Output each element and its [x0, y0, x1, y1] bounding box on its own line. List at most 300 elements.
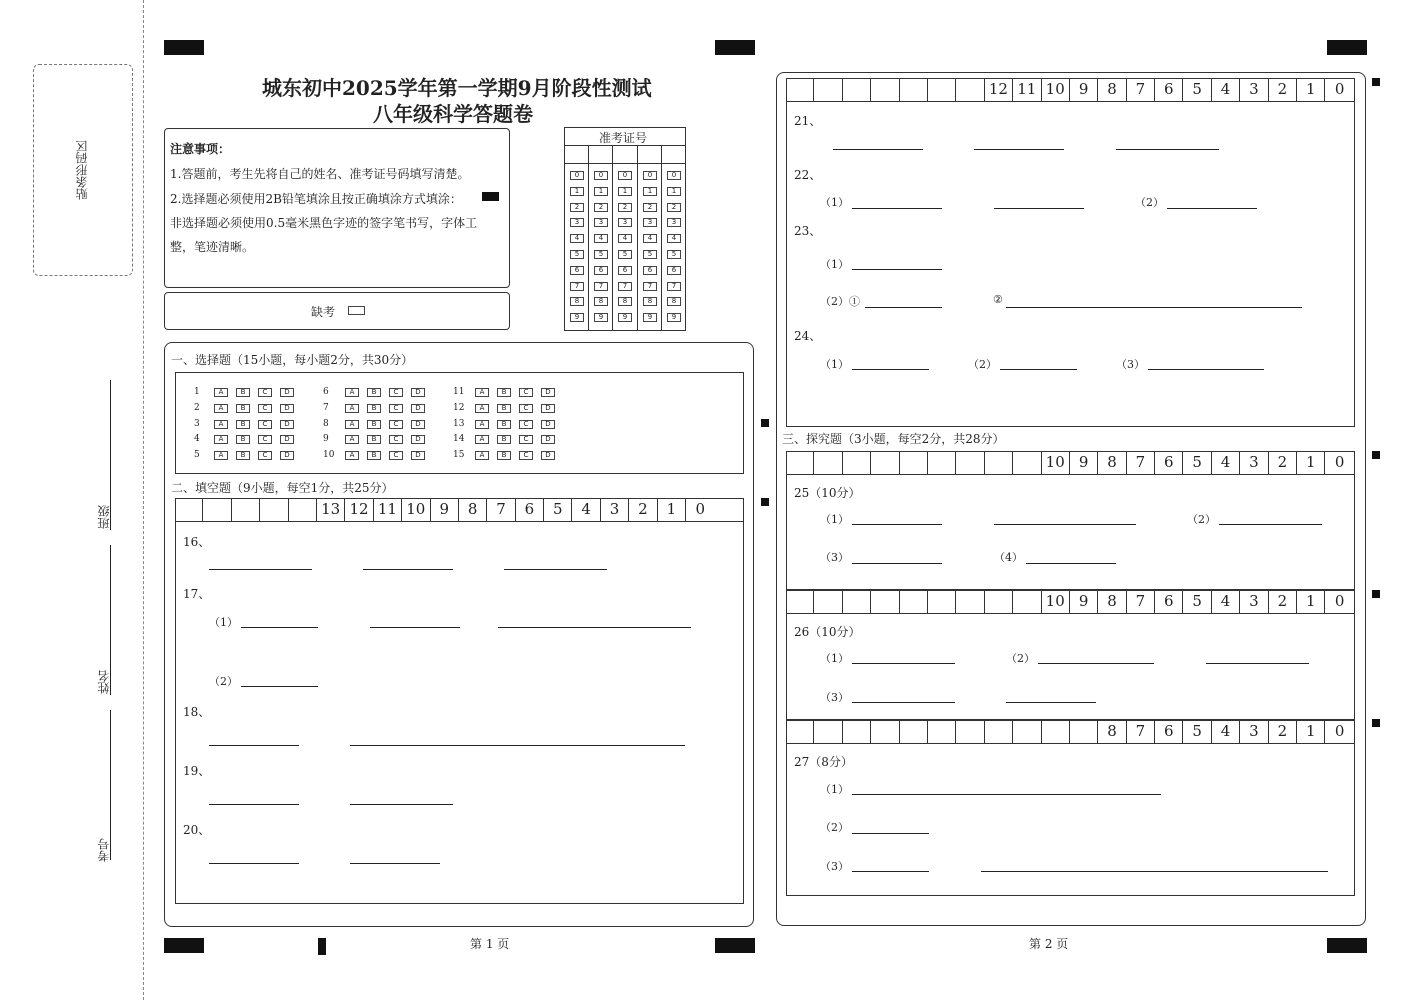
- answer-line[interactable]: [209, 804, 299, 805]
- id-bubble[interactable]: 4: [594, 234, 608, 243]
- answer-line[interactable]: [852, 563, 942, 564]
- score-cell[interactable]: [928, 78, 956, 101]
- score-cell[interactable]: 4: [572, 498, 600, 521]
- score-cell[interactable]: 2: [1269, 451, 1297, 474]
- id-bubble[interactable]: 1: [570, 187, 584, 196]
- score-cell[interactable]: 2: [1269, 720, 1297, 743]
- exam-id-column: [591, 171, 611, 329]
- score-cell[interactable]: 3: [1240, 720, 1268, 743]
- score-cell[interactable]: 0: [1334, 592, 1345, 610]
- q-number: 1: [194, 387, 200, 397]
- id-bubble[interactable]: 8: [570, 297, 584, 306]
- score-cell[interactable]: [814, 451, 842, 474]
- option-bubble[interactable]: A: [345, 388, 359, 397]
- option-bubble[interactable]: C: [389, 420, 403, 429]
- answer-line[interactable]: [1006, 702, 1096, 703]
- score-cell[interactable]: 11: [1013, 78, 1041, 101]
- q-number: 11: [453, 387, 465, 397]
- option-bubble[interactable]: A: [475, 435, 489, 444]
- answer-line[interactable]: [209, 863, 299, 864]
- timing-mark: [1372, 451, 1380, 459]
- exam-id-label: 准考证号: [599, 131, 648, 145]
- score-cell[interactable]: 8: [1098, 720, 1126, 743]
- exam-id-column: [664, 171, 684, 329]
- answer-line[interactable]: [994, 208, 1084, 209]
- option-bubble[interactable]: A: [475, 388, 489, 397]
- exam-no-label: 考号: [97, 838, 111, 862]
- score-cell[interactable]: 1: [1297, 720, 1325, 743]
- option-bubble[interactable]: A: [345, 435, 359, 444]
- score-cell[interactable]: [928, 451, 956, 474]
- answer-line[interactable]: [852, 663, 955, 664]
- option-bubble[interactable]: B: [236, 388, 250, 397]
- exam-id-column: [567, 171, 587, 329]
- id-bubble[interactable]: 1: [667, 187, 681, 196]
- answer-line[interactable]: [852, 702, 955, 703]
- score-cell[interactable]: 7: [487, 498, 515, 521]
- q22-label: 22、: [794, 168, 822, 182]
- option-bubble[interactable]: D: [280, 435, 294, 444]
- score-cell[interactable]: [871, 590, 899, 613]
- score-cell[interactable]: 9: [1070, 590, 1098, 613]
- fill-example: [482, 192, 499, 201]
- score-cell[interactable]: 10: [1042, 451, 1070, 474]
- id-bubble[interactable]: 7: [594, 282, 608, 291]
- option-bubble[interactable]: B: [367, 388, 381, 397]
- answer-line[interactable]: [852, 208, 942, 209]
- option-bubble[interactable]: B: [497, 404, 511, 413]
- exam-id-divider: [612, 145, 613, 331]
- score-cell[interactable]: [871, 78, 899, 101]
- option-bubble[interactable]: B: [367, 451, 381, 460]
- score-cell[interactable]: 9: [1070, 451, 1098, 474]
- score-cell[interactable]: [956, 451, 984, 474]
- score-cell[interactable]: [260, 498, 288, 521]
- option-bubble[interactable]: C: [389, 404, 403, 413]
- answer-line[interactable]: [852, 524, 942, 525]
- score-cell[interactable]: 7: [1127, 451, 1155, 474]
- option-bubble[interactable]: C: [519, 388, 533, 397]
- id-bubble[interactable]: 7: [667, 282, 681, 291]
- score-cell[interactable]: 0: [1334, 80, 1345, 98]
- option-bubble[interactable]: B: [236, 451, 250, 460]
- score-cell[interactable]: [1013, 720, 1041, 743]
- option-bubble[interactable]: B: [367, 420, 381, 429]
- part-label: （2）: [209, 675, 238, 688]
- option-bubble[interactable]: D: [411, 420, 425, 429]
- score-cell[interactable]: [985, 590, 1013, 613]
- score-cell[interactable]: [956, 590, 984, 613]
- score-cell[interactable]: 6: [1155, 78, 1183, 101]
- id-bubble[interactable]: 4: [643, 234, 657, 243]
- score-cell[interactable]: 4: [1212, 78, 1240, 101]
- score-cell[interactable]: 8: [1098, 78, 1126, 101]
- score-cell[interactable]: [203, 498, 231, 521]
- title-line-1: 城东初中2025学年第一学期9月阶段性测试: [262, 76, 652, 100]
- option-bubble[interactable]: D: [280, 388, 294, 397]
- score-cell[interactable]: [786, 590, 814, 613]
- option-bubble[interactable]: D: [541, 435, 555, 444]
- notes-line-1: 1.答题前，考生先将自己的姓名、准考证号码填写清楚。: [170, 167, 470, 181]
- id-bubble[interactable]: 9: [570, 313, 584, 322]
- option-bubble[interactable]: D: [541, 451, 555, 460]
- score-cell[interactable]: 5: [1183, 720, 1211, 743]
- absent-checkbox[interactable]: [348, 306, 365, 315]
- answer-line[interactable]: [852, 269, 942, 270]
- answer-line[interactable]: [852, 833, 929, 834]
- answer-line[interactable]: [1000, 369, 1077, 370]
- option-bubble[interactable]: A: [475, 451, 489, 460]
- part-label: （3）: [820, 860, 849, 873]
- option-bubble[interactable]: C: [258, 388, 272, 397]
- score-cell[interactable]: 2: [1269, 590, 1297, 613]
- option-bubble[interactable]: C: [519, 451, 533, 460]
- option-bubble[interactable]: C: [258, 451, 272, 460]
- option-bubble[interactable]: A: [345, 451, 359, 460]
- option-bubble[interactable]: D: [411, 388, 425, 397]
- score-cell[interactable]: [786, 78, 814, 101]
- score-cell[interactable]: 0: [1334, 722, 1345, 740]
- score-cell[interactable]: 1: [1297, 451, 1325, 474]
- score-cell[interactable]: 3: [1240, 590, 1268, 613]
- answer-line[interactable]: [370, 627, 460, 628]
- exam-id-row-line: [564, 163, 686, 164]
- q-number: 8: [323, 418, 329, 429]
- answer-line[interactable]: [209, 569, 312, 570]
- score-cell[interactable]: 10: [1042, 590, 1070, 613]
- class-label: 班级: [97, 505, 111, 529]
- answer-line[interactable]: [1116, 149, 1219, 150]
- score-cell[interactable]: 4: [1212, 451, 1240, 474]
- id-bubble[interactable]: 4: [570, 234, 584, 243]
- id-bubble[interactable]: 0: [618, 171, 632, 180]
- score-cell[interactable]: 12: [985, 78, 1013, 101]
- choice-column: [194, 385, 302, 464]
- corner-mark: [164, 938, 204, 953]
- part-label: （1）: [820, 196, 849, 209]
- id-bubble[interactable]: 5: [570, 250, 584, 259]
- id-bubble[interactable]: 0: [594, 171, 608, 180]
- exam-id-divider: [637, 145, 638, 331]
- option-bubble[interactable]: A: [345, 420, 359, 429]
- q20-label: 20、: [183, 823, 211, 837]
- answer-line[interactable]: [1006, 307, 1302, 308]
- q-number: 12: [453, 402, 465, 413]
- score-cell[interactable]: 0: [1334, 453, 1345, 471]
- q-number: 15: [453, 450, 465, 461]
- answer-line[interactable]: [498, 627, 691, 628]
- option-bubble[interactable]: D: [280, 451, 294, 460]
- answer-line[interactable]: [363, 569, 453, 570]
- answer-line[interactable]: [504, 569, 607, 570]
- id-bubble[interactable]: 6: [594, 266, 608, 275]
- id-bubble[interactable]: 7: [570, 282, 584, 291]
- score-cell[interactable]: [175, 498, 203, 521]
- q-number: 6: [323, 387, 329, 397]
- option-bubble[interactable]: D: [541, 404, 555, 413]
- id-bubble[interactable]: 0: [643, 171, 657, 180]
- score-row: [175, 498, 744, 522]
- option-bubble[interactable]: C: [389, 435, 403, 444]
- answer-line[interactable]: [852, 871, 929, 872]
- id-bubble[interactable]: 5: [667, 250, 681, 259]
- score-cell[interactable]: [786, 720, 814, 743]
- option-bubble[interactable]: D: [280, 404, 294, 413]
- option-bubble[interactable]: B: [497, 420, 511, 429]
- option-bubble[interactable]: C: [258, 420, 272, 429]
- id-bubble[interactable]: 1: [618, 187, 632, 196]
- score-cell[interactable]: [956, 78, 984, 101]
- option-bubble[interactable]: B: [497, 451, 511, 460]
- option-bubble[interactable]: B: [236, 404, 250, 413]
- option-bubble[interactable]: D: [541, 388, 555, 397]
- id-bubble[interactable]: 2: [667, 203, 681, 212]
- part-label: ②: [993, 293, 1003, 306]
- score-cell[interactable]: 0: [695, 500, 705, 518]
- score-cell[interactable]: [871, 451, 899, 474]
- score-cell[interactable]: [985, 720, 1013, 743]
- answer-line[interactable]: [209, 745, 299, 746]
- score-cell[interactable]: 3: [1240, 78, 1268, 101]
- score-cell[interactable]: 8: [1098, 451, 1126, 474]
- id-bubble[interactable]: 3: [570, 218, 584, 227]
- timing-mark: [1372, 590, 1380, 598]
- option-bubble[interactable]: A: [475, 404, 489, 413]
- id-bubble[interactable]: 1: [594, 187, 608, 196]
- id-bubble[interactable]: 4: [667, 234, 681, 243]
- id-bubble[interactable]: 6: [643, 266, 657, 275]
- id-bubble[interactable]: 2: [643, 203, 657, 212]
- score-cell[interactable]: [985, 451, 1013, 474]
- answer-line[interactable]: [241, 686, 318, 687]
- id-bubble[interactable]: 9: [618, 313, 632, 322]
- score-cell[interactable]: 11: [374, 498, 402, 521]
- score-cell[interactable]: [900, 720, 928, 743]
- option-bubble[interactable]: A: [214, 404, 228, 413]
- part-label: （3）: [820, 551, 849, 564]
- id-bubble[interactable]: 8: [594, 297, 608, 306]
- option-bubble[interactable]: D: [541, 420, 555, 429]
- score-cell[interactable]: [928, 720, 956, 743]
- score-cell[interactable]: 1: [658, 498, 686, 521]
- score-cell[interactable]: 6: [1155, 720, 1183, 743]
- answer-line[interactable]: [994, 524, 1136, 525]
- part-label: （3）: [820, 691, 849, 704]
- score-cell[interactable]: 10: [402, 498, 430, 521]
- score-cell[interactable]: 5: [1183, 78, 1211, 101]
- option-bubble[interactable]: C: [258, 435, 272, 444]
- id-bubble[interactable]: 8: [667, 297, 681, 306]
- part-label: （2）: [1187, 513, 1216, 526]
- absent-label: 缺考: [311, 305, 336, 319]
- section1-title: 一、选择题（15小题，每小题2分，共30分）: [171, 353, 414, 367]
- answer-line[interactable]: [350, 804, 453, 805]
- score-cell[interactable]: [871, 720, 899, 743]
- score-cell[interactable]: 12: [345, 498, 373, 521]
- id-bubble[interactable]: 3: [594, 218, 608, 227]
- score-cell[interactable]: 7: [1127, 720, 1155, 743]
- id-bubble[interactable]: 2: [594, 203, 608, 212]
- id-bubble[interactable]: 3: [618, 218, 632, 227]
- score-cell[interactable]: [1070, 720, 1098, 743]
- answer-line[interactable]: [1206, 663, 1309, 664]
- exam-id-column: [640, 171, 660, 329]
- score-cell[interactable]: [814, 78, 842, 101]
- score-cell[interactable]: 2: [1269, 78, 1297, 101]
- score-cell[interactable]: 3: [601, 498, 629, 521]
- score-cell[interactable]: 8: [1098, 590, 1126, 613]
- part-label: （2）: [1135, 196, 1164, 209]
- option-bubble[interactable]: A: [345, 404, 359, 413]
- option-bubble[interactable]: D: [411, 451, 425, 460]
- notes-line-4: 整，笔迹清晰。: [170, 240, 255, 254]
- score-cell[interactable]: [1013, 451, 1041, 474]
- corner-mark: [715, 40, 755, 55]
- score-cell[interactable]: 6: [1155, 451, 1183, 474]
- id-bubble[interactable]: 0: [667, 171, 681, 180]
- score-cell[interactable]: [289, 498, 317, 521]
- option-bubble[interactable]: A: [214, 420, 228, 429]
- option-bubble[interactable]: A: [475, 420, 489, 429]
- score-cell[interactable]: 5: [1183, 451, 1211, 474]
- score-cell[interactable]: [232, 498, 260, 521]
- id-bubble[interactable]: 8: [618, 297, 632, 306]
- score-cell[interactable]: 5: [1183, 590, 1211, 613]
- score-cell[interactable]: 8: [459, 498, 487, 521]
- answer-line[interactable]: [1026, 563, 1116, 564]
- id-bubble[interactable]: 1: [643, 187, 657, 196]
- id-bubble[interactable]: 7: [643, 282, 657, 291]
- id-bubble[interactable]: 6: [618, 266, 632, 275]
- answer-line[interactable]: [852, 794, 1161, 795]
- score-cell[interactable]: 9: [431, 498, 459, 521]
- score-cell[interactable]: 1: [1297, 590, 1325, 613]
- score-cell[interactable]: [814, 590, 842, 613]
- answer-line[interactable]: [1167, 208, 1257, 209]
- part-label: （2）①: [820, 295, 860, 308]
- id-bubble[interactable]: 3: [667, 218, 681, 227]
- score-cell[interactable]: [843, 78, 871, 101]
- answer-line[interactable]: [350, 863, 440, 864]
- id-bubble[interactable]: 6: [570, 266, 584, 275]
- answer-line[interactable]: [1219, 524, 1322, 525]
- choice-column: [323, 385, 433, 464]
- id-bubble[interactable]: 3: [643, 218, 657, 227]
- score-cell[interactable]: [956, 720, 984, 743]
- id-bubble[interactable]: 7: [618, 282, 632, 291]
- score-cell[interactable]: [1013, 590, 1041, 613]
- id-bubble[interactable]: 6: [667, 266, 681, 275]
- page-number: 第 2 页: [1029, 937, 1069, 951]
- option-bubble[interactable]: B: [236, 420, 250, 429]
- answer-line[interactable]: [1038, 663, 1154, 664]
- id-bubble[interactable]: 9: [594, 313, 608, 322]
- option-bubble[interactable]: B: [367, 435, 381, 444]
- option-bubble[interactable]: B: [497, 435, 511, 444]
- score-cell[interactable]: [843, 451, 871, 474]
- option-bubble[interactable]: D: [411, 435, 425, 444]
- option-bubble[interactable]: C: [519, 435, 533, 444]
- q-number: 14: [453, 434, 465, 445]
- option-bubble[interactable]: D: [280, 420, 294, 429]
- score-cell[interactable]: 6: [516, 498, 544, 521]
- score-cell[interactable]: 13: [317, 498, 345, 521]
- id-bubble[interactable]: 8: [643, 297, 657, 306]
- answer-line[interactable]: [865, 307, 942, 308]
- score-cell[interactable]: [843, 590, 871, 613]
- option-bubble[interactable]: C: [519, 404, 533, 413]
- score-cell[interactable]: [900, 590, 928, 613]
- id-bubble[interactable]: 5: [618, 250, 632, 259]
- answer-line[interactable]: [981, 871, 1328, 872]
- score-cell[interactable]: 9: [1070, 78, 1098, 101]
- option-bubble[interactable]: A: [214, 451, 228, 460]
- score-cell[interactable]: [814, 720, 842, 743]
- option-bubble[interactable]: B: [497, 388, 511, 397]
- id-bubble[interactable]: 9: [667, 313, 681, 322]
- score-cell[interactable]: 7: [1127, 590, 1155, 613]
- answer-line[interactable]: [974, 149, 1064, 150]
- score-cell[interactable]: 1: [1297, 78, 1325, 101]
- q17-label: 17、: [183, 587, 211, 601]
- score-cell[interactable]: [928, 590, 956, 613]
- score-cell[interactable]: [900, 78, 928, 101]
- q-number: 3: [194, 418, 200, 429]
- part-label: （1）: [820, 258, 849, 271]
- answer-line[interactable]: [1148, 369, 1264, 370]
- option-bubble[interactable]: C: [389, 451, 403, 460]
- answer-line[interactable]: [833, 149, 923, 150]
- part-label: （2）: [820, 821, 849, 834]
- score-cell[interactable]: [1042, 720, 1070, 743]
- option-bubble[interactable]: C: [519, 420, 533, 429]
- answer-line[interactable]: [350, 745, 685, 746]
- page-mark: [318, 938, 326, 955]
- option-bubble[interactable]: C: [389, 388, 403, 397]
- answer-line[interactable]: [241, 627, 318, 628]
- id-bubble[interactable]: 2: [618, 203, 632, 212]
- corner-mark: [164, 40, 204, 55]
- score-cell[interactable]: 6: [1155, 590, 1183, 613]
- option-bubble[interactable]: A: [214, 435, 228, 444]
- id-bubble[interactable]: 2: [570, 203, 584, 212]
- answer-line[interactable]: [852, 369, 929, 370]
- id-bubble[interactable]: 9: [643, 313, 657, 322]
- part-label: （1）: [820, 783, 849, 796]
- score-row: [786, 78, 1355, 102]
- option-bubble[interactable]: B: [367, 404, 381, 413]
- option-bubble[interactable]: D: [411, 404, 425, 413]
- id-bubble[interactable]: 5: [643, 250, 657, 259]
- option-bubble[interactable]: B: [236, 435, 250, 444]
- score-cell[interactable]: 3: [1240, 451, 1268, 474]
- score-cell[interactable]: 2: [629, 498, 657, 521]
- score-cell[interactable]: 5: [544, 498, 572, 521]
- option-bubble[interactable]: C: [258, 404, 272, 413]
- score-cell[interactable]: 4: [1212, 590, 1240, 613]
- id-bubble[interactable]: 5: [594, 250, 608, 259]
- score-cell[interactable]: [843, 720, 871, 743]
- score-cell[interactable]: [786, 451, 814, 474]
- score-cell[interactable]: 10: [1042, 78, 1070, 101]
- option-bubble[interactable]: A: [214, 388, 228, 397]
- id-bubble[interactable]: 4: [618, 234, 632, 243]
- score-cell[interactable]: 7: [1127, 78, 1155, 101]
- timing-mark: [1372, 78, 1380, 86]
- id-bubble[interactable]: 0: [570, 171, 584, 180]
- score-cell[interactable]: [900, 451, 928, 474]
- score-cell[interactable]: 4: [1212, 720, 1240, 743]
